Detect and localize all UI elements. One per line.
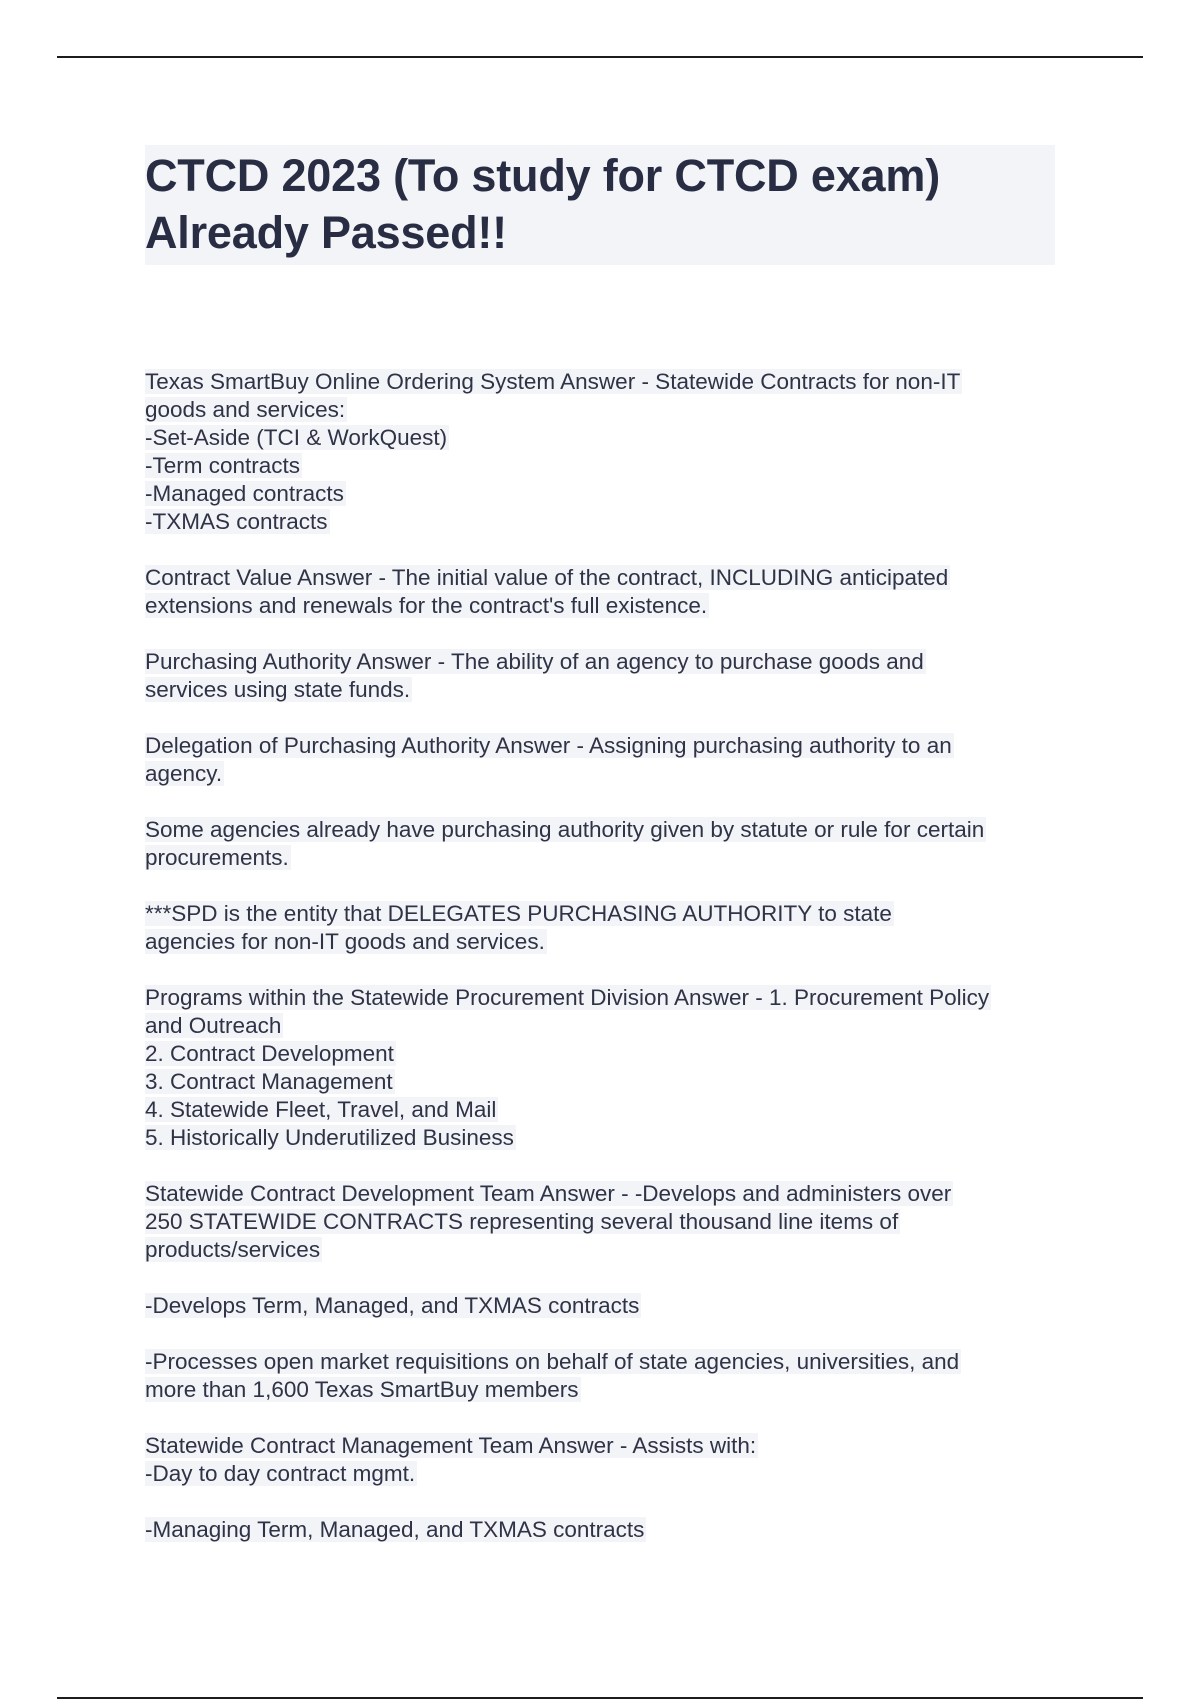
paragraph-line-text: -TXMAS contracts — [145, 509, 328, 534]
paragraph-line — [145, 1208, 1075, 1236]
qa-paragraph — [145, 816, 1075, 872]
document-body — [145, 368, 1075, 1572]
paragraph-line-text: 4. Statewide Fleet, Travel, and Mail — [145, 1097, 497, 1122]
paragraph-line — [145, 396, 1075, 424]
paragraph-line — [145, 1516, 1075, 1544]
paragraph-line-text: products/services — [145, 1237, 321, 1262]
paragraph-line-text: -Managed contracts — [145, 481, 344, 506]
top-divider — [57, 56, 1143, 58]
paragraph-line-text: Statewide Contract Management Team Answer - Assists with: — [145, 1433, 757, 1458]
paragraph-line — [145, 676, 1075, 704]
paragraph-line-text: -Day to day contract mgmt. — [145, 1461, 416, 1486]
paragraph-line — [145, 564, 1075, 592]
bottom-divider — [57, 1697, 1143, 1699]
qa-paragraph — [145, 1180, 1075, 1264]
paragraph-line — [145, 1432, 1075, 1460]
qa-paragraph — [145, 1432, 1075, 1488]
paragraph-line — [145, 760, 1075, 788]
document-title — [145, 145, 1055, 265]
paragraph-line-text: more than 1,600 Texas SmartBuy members — [145, 1377, 579, 1402]
page-title — [145, 147, 1055, 261]
paragraph-line-text: -Processes open market requisitions on behalf of state agencies, universities, and — [145, 1349, 960, 1374]
qa-paragraph — [145, 1348, 1075, 1404]
qa-paragraph — [145, 984, 1075, 1152]
paragraph-line — [145, 844, 1075, 872]
paragraph-line — [145, 1180, 1075, 1208]
paragraph-line — [145, 1376, 1075, 1404]
qa-paragraph — [145, 368, 1075, 536]
qa-paragraph — [145, 648, 1075, 704]
paragraph-line — [145, 1124, 1075, 1152]
paragraph-line-text: Purchasing Authority Answer - The ability of an agency to purchase goods and — [145, 649, 924, 674]
paragraph-line-text: Some agencies already have purchasing authority given by statute or rule for certain — [145, 817, 985, 842]
paragraph-line — [145, 1068, 1075, 1096]
paragraph-line-text: Programs within the Statewide Procurement Division Answer - 1. Procurement Policy — [145, 985, 990, 1010]
paragraph-line-text: 250 STATEWIDE CONTRACTS representing several thousand line items of — [145, 1209, 899, 1234]
paragraph-line-text: extensions and renewals for the contract's full existence. — [145, 593, 708, 618]
paragraph-line-text: Statewide Contract Development Team Answer - -Develops and administers over — [145, 1181, 952, 1206]
qa-paragraph — [145, 564, 1075, 620]
paragraph-line-text: services using state funds. — [145, 677, 411, 702]
paragraph-line-text: 5. Historically Underutilized Business — [145, 1125, 514, 1150]
qa-paragraph — [145, 1292, 1075, 1320]
paragraph-line — [145, 1012, 1075, 1040]
paragraph-line-text: -Set-Aside (TCI & WorkQuest) — [145, 425, 448, 450]
paragraph-line — [145, 368, 1075, 396]
paragraph-line — [145, 732, 1075, 760]
paragraph-line — [145, 900, 1075, 928]
paragraph-line-text: procurements. — [145, 845, 289, 870]
paragraph-line-text: agency. — [145, 761, 223, 786]
paragraph-line-text: goods and services: — [145, 397, 346, 422]
qa-paragraph — [145, 732, 1075, 788]
paragraph-line-text: 2. Contract Development — [145, 1041, 394, 1066]
paragraph-line — [145, 1096, 1075, 1124]
paragraph-line — [145, 1292, 1075, 1320]
paragraph-line-text: -Develops Term, Managed, and TXMAS contracts — [145, 1293, 640, 1318]
paragraph-line — [145, 1348, 1075, 1376]
paragraph-line-text: agencies for non-IT goods and services. — [145, 929, 545, 954]
paragraph-line — [145, 1236, 1075, 1264]
paragraph-line-text: -Managing Term, Managed, and TXMAS contracts — [145, 1517, 645, 1542]
paragraph-line — [145, 452, 1075, 480]
paragraph-line — [145, 592, 1075, 620]
paragraph-line — [145, 480, 1075, 508]
paragraph-line-text: ***SPD is the entity that DELEGATES PURCHASING AUTHORITY to state — [145, 901, 892, 926]
qa-paragraph — [145, 900, 1075, 956]
paragraph-line-text: -Term contracts — [145, 453, 301, 478]
title-line-1: CTCD 2023 (To study for CTCD exam) — [145, 150, 940, 201]
paragraph-line — [145, 1460, 1075, 1488]
paragraph-line-text: Delegation of Purchasing Authority Answer - Assigning purchasing authority to an — [145, 733, 952, 758]
paragraph-line — [145, 508, 1075, 536]
paragraph-line — [145, 816, 1075, 844]
paragraph-line — [145, 1040, 1075, 1068]
paragraph-line-text: 3. Contract Management — [145, 1069, 393, 1094]
qa-paragraph — [145, 1516, 1075, 1544]
paragraph-line-text: Contract Value Answer - The initial value of the contract, INCLUDING anticipated — [145, 565, 949, 590]
paragraph-line — [145, 424, 1075, 452]
paragraph-line — [145, 928, 1075, 956]
paragraph-line-text: Texas SmartBuy Online Ordering System Answer - Statewide Contracts for non-IT — [145, 369, 961, 394]
paragraph-line — [145, 648, 1075, 676]
paragraph-line-text: and Outreach — [145, 1013, 282, 1038]
title-line-2: Already Passed!! — [145, 207, 507, 258]
paragraph-line — [145, 984, 1075, 1012]
